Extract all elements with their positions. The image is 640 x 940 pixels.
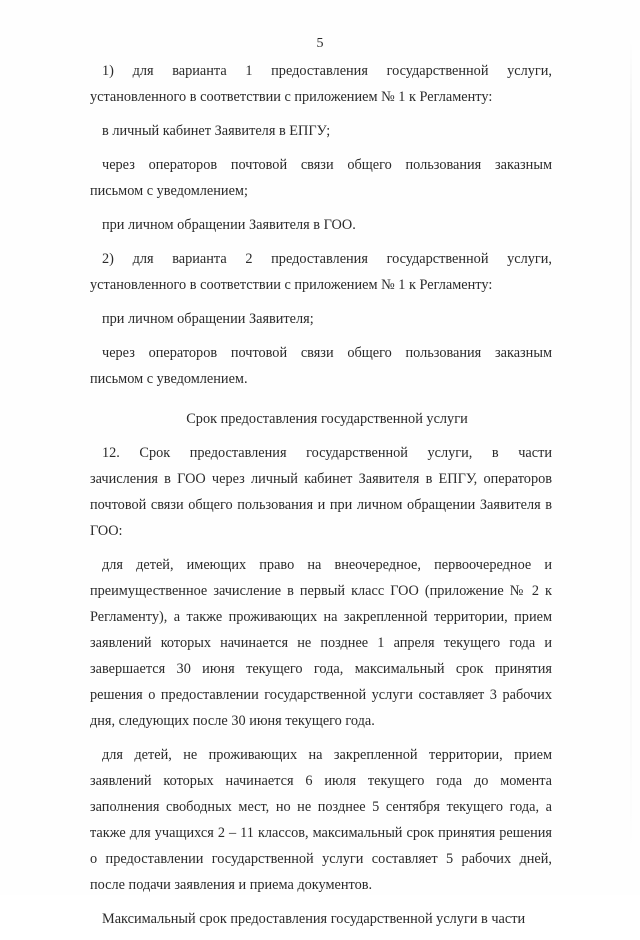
paragraph-p11 <box>102 906 552 932</box>
paragraph-p4 <box>102 212 552 238</box>
paragraph-p10 <box>90 742 552 898</box>
document-body <box>90 58 552 940</box>
text-line: письмом с уведомлением; <box>90 183 248 199</box>
paragraph-p6 <box>102 306 552 332</box>
text-line: также для учащихся 2 – 11 классов, максимальный срок принятия решения <box>90 825 552 841</box>
paragraph-p1 <box>90 58 552 110</box>
scan-edge-shadow <box>630 40 632 860</box>
paragraph-p8 <box>90 440 552 544</box>
text-line: Регламенту), а также проживающих на закрепленной территории, прием <box>90 609 552 625</box>
text-line: через операторов почтовой связи общего пользования заказным <box>102 157 552 173</box>
text-line: при личном обращении Заявителя в ГОО. <box>102 217 356 233</box>
text-line: преимущественное зачисление в первый класс ГОО (приложение № 2 к <box>90 583 552 599</box>
text-line: после подачи заявления и приема документов. <box>90 877 373 893</box>
delivery-methods-section <box>90 58 552 392</box>
paragraph-p9 <box>90 552 552 734</box>
text-line: установленного в соответствии с приложением № 1 к Регламенту: <box>90 89 493 105</box>
text-line: заявлений которых начинается не позднее 1 апреля текущего года и <box>90 635 552 651</box>
text-line: заявлений которых начинается 6 июля текущего года до момента <box>90 773 552 789</box>
text-line: установленного в соответствии с приложением № 1 к Регламенту: <box>90 277 493 293</box>
section-heading: Срок предоставления государственной услуги <box>186 411 468 427</box>
text-line: решения о предоставлении государственной услуги составляет 3 рабочих <box>90 687 552 703</box>
text-line: почтовой связи общего пользования и при личном обращении Заявителя в <box>90 497 552 513</box>
text-line: завершается 30 июня текущего года, максимальный срок принятия <box>90 661 552 677</box>
text-line: письмом с уведомлением. <box>90 371 248 387</box>
paragraph-p3 <box>90 152 552 204</box>
text-line: 2) для варианта 2 предоставления государственной услуги, <box>102 251 552 267</box>
service-term-section <box>90 440 552 932</box>
text-line: для детей, имеющих право на внеочередное, первоочередное и <box>102 557 552 573</box>
text-line: ГОО: <box>90 523 123 539</box>
text-line: при личном обращении Заявителя; <box>102 311 314 327</box>
text-line: дня, следующих после 30 июня текущего года. <box>90 713 375 729</box>
paragraph-p5 <box>90 246 552 298</box>
text-line: о предоставлении государственной услуги составляет 5 рабочих дней, <box>90 851 552 867</box>
text-line: заполнения свободных мест, но не позднее 5 сентября текущего года, а <box>90 799 552 815</box>
text-line: зачисления в ГОО через личный кабинет Заявителя в ЕПГУ, операторов <box>90 471 552 487</box>
text-line: 1) для варианта 1 предоставления государственной услуги, <box>102 63 552 79</box>
text-line: в личный кабинет Заявителя в ЕПГУ; <box>102 123 331 139</box>
paragraph-p7 <box>90 340 552 392</box>
paragraph-p2 <box>102 118 552 144</box>
text-line: через операторов почтовой связи общего пользования заказным <box>102 345 552 361</box>
text-line: 12. Срок предоставления государственной услуги, в части <box>102 445 552 461</box>
text-line: Максимальный срок предоставления государственной услуги в части <box>102 911 526 927</box>
text-line: для детей, не проживающих на закрепленной территории, прием <box>102 747 552 763</box>
page-number: 5 <box>316 36 324 51</box>
